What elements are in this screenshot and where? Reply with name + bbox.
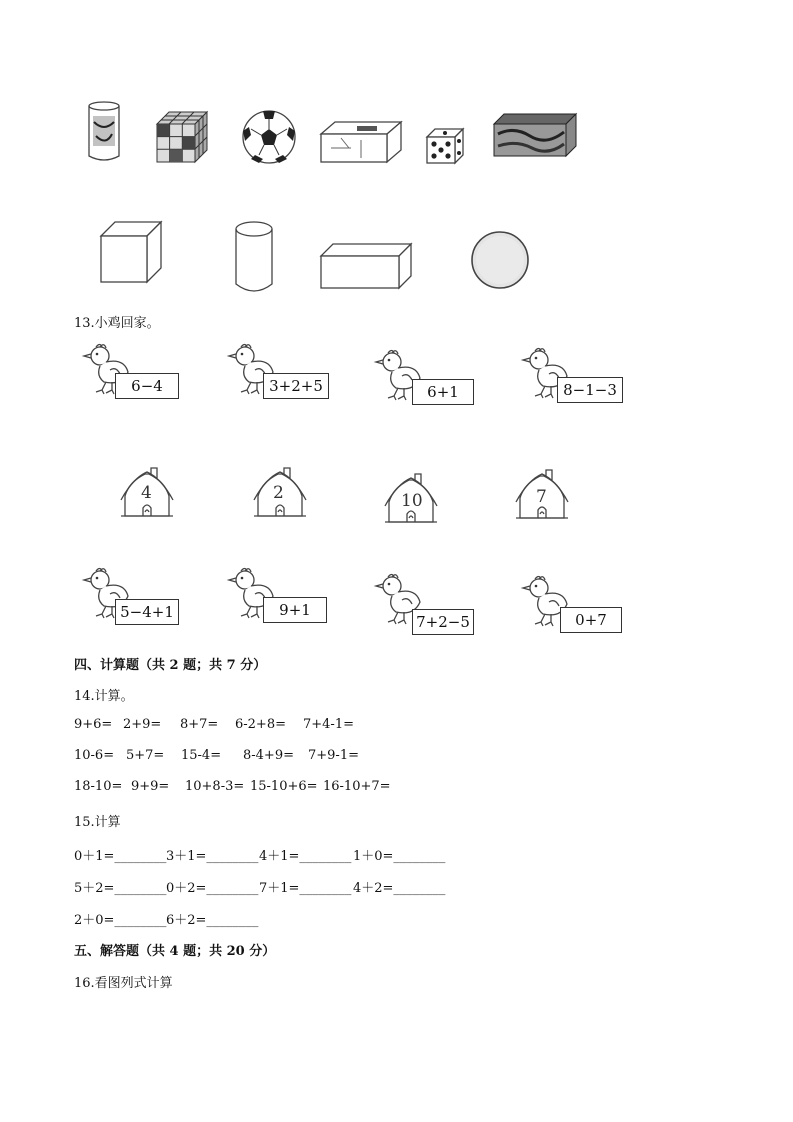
arithmetic-item: 6-2+8= [235, 717, 286, 732]
house-number[interactable]: 2 [273, 483, 284, 503]
house-number[interactable]: 7 [536, 487, 547, 507]
question-15-title: 15.计算 [74, 815, 121, 830]
chick-expression-card[interactable]: 3+2+5 [263, 373, 329, 399]
fill-blank-item[interactable]: 4＋2=________ [353, 881, 446, 896]
arithmetic-item: 10+8-3= [185, 779, 245, 794]
house-number[interactable]: 4 [141, 483, 152, 503]
house-number[interactable]: 10 [401, 491, 423, 511]
arithmetic-item: 8-4+9= [243, 748, 294, 763]
arithmetic-item: 5+7= [126, 748, 165, 763]
section-4-heading: 四、计算题（共 2 题；共 7 分） [74, 658, 267, 673]
arithmetic-item: 7+9-1= [308, 748, 359, 763]
chick-expression-card[interactable]: 5−4+1 [115, 599, 179, 625]
chick-expression-card[interactable]: 0+7 [560, 607, 622, 633]
chick-expression-card[interactable]: 8−1−3 [557, 377, 623, 403]
fill-blank-item[interactable]: 0＋1=________ [74, 849, 167, 864]
arithmetic-item: 8+7= [180, 717, 219, 732]
fill-blank-item[interactable]: 4＋1=________ [259, 849, 352, 864]
fill-blank-item[interactable]: 5＋2=________ [74, 881, 167, 896]
arithmetic-item: 15-10+6= [250, 779, 318, 794]
fill-blank-item[interactable]: 6＋2=________ [166, 913, 259, 928]
fill-blank-item[interactable]: 1＋0=________ [353, 849, 446, 864]
question-14-title: 14.计算。 [74, 689, 134, 704]
arithmetic-item: 9+6= [74, 717, 113, 732]
question-16-title: 16.看图列式计算 [74, 976, 173, 991]
arithmetic-item: 2+9= [123, 717, 162, 732]
fill-blank-item[interactable]: 0＋2=________ [166, 881, 259, 896]
arithmetic-item: 7+4-1= [303, 717, 354, 732]
arithmetic-item: 9+9= [131, 779, 170, 794]
fill-blank-item[interactable]: 7＋1=________ [259, 881, 352, 896]
section-5-heading: 五、解答题（共 4 题；共 20 分） [74, 944, 276, 959]
arithmetic-item: 15-4= [181, 748, 222, 763]
fill-blank-item[interactable]: 2＋0=________ [74, 913, 167, 928]
arithmetic-item: 18-10= [74, 779, 123, 794]
arithmetic-item: 16-10+7= [323, 779, 391, 794]
arithmetic-item: 10-6= [74, 748, 115, 763]
chick-expression-card[interactable]: 6−4 [115, 373, 179, 399]
fill-blank-item[interactable]: 3＋1=________ [166, 849, 259, 864]
chick-expression-card[interactable]: 7+2−5 [412, 609, 474, 635]
chick-expression-card[interactable]: 9+1 [263, 597, 327, 623]
chick-expression-card[interactable]: 6+1 [412, 379, 474, 405]
question-13-title: 13.小鸡回家。 [74, 316, 160, 331]
